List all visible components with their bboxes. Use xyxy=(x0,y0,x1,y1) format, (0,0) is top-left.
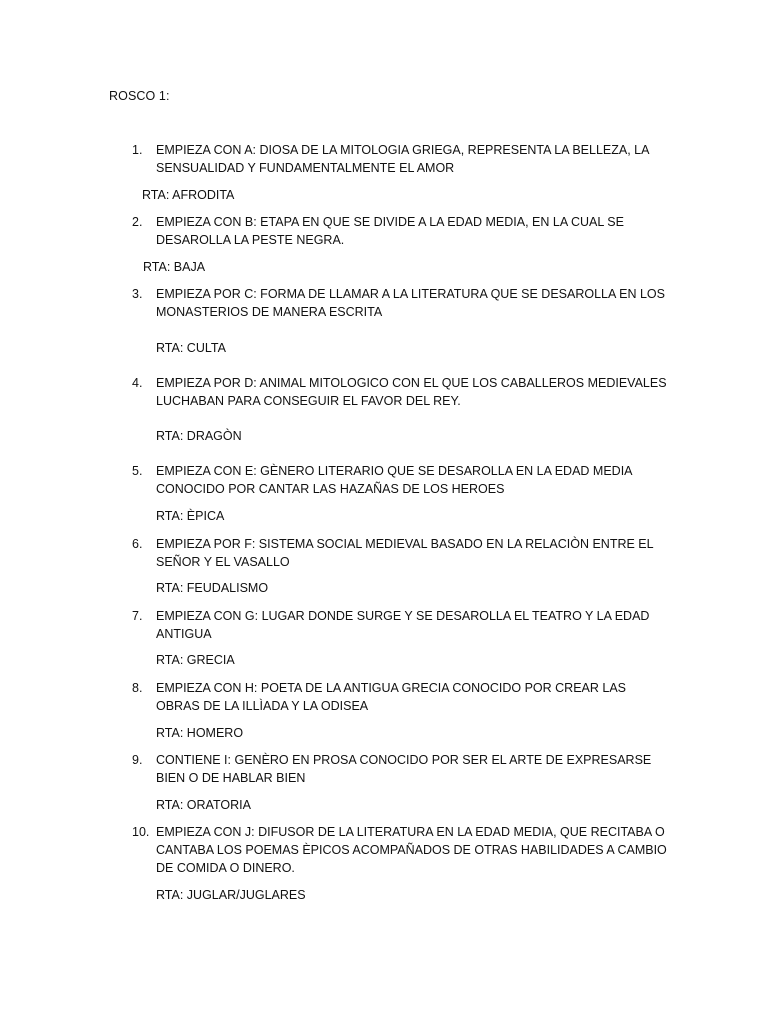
list-item xyxy=(132,213,672,249)
item-question: EMPIEZA CON H: POETA DE LA ANTIGUA GRECIA CONOCIDO POR CREAR LAS OBRAS DE LA ILLÌADA Y LA ODISEA xyxy=(156,681,627,713)
list-item xyxy=(132,535,672,571)
item-answer: RTA: FEUDALISMO xyxy=(156,581,269,595)
document-heading: ROSCO 1: xyxy=(109,89,170,103)
item-answer: RTA: BAJA xyxy=(143,260,206,274)
item-question: EMPIEZA CON B: ETAPA EN QUE SE DIVIDE A LA EDAD MEDIA, EN LA CUAL SE DESAROLLA LA PESTE NEGRA. xyxy=(156,215,624,247)
item-answer: RTA: GRECIA xyxy=(156,653,235,667)
item-answer: RTA: ÈPICA xyxy=(156,509,225,523)
list-item xyxy=(132,751,672,787)
item-question: EMPIEZA POR D: ANIMAL MITOLOGICO CON EL QUE LOS CABALLEROS MEDIEVALES LUCHABAN PARA CONSEGUIR EL FAVOR DEL REY. xyxy=(156,376,667,408)
list-item xyxy=(132,462,672,498)
item-answer: RTA: CULTA xyxy=(156,341,226,355)
list-item xyxy=(132,823,672,877)
list-item xyxy=(132,679,672,715)
item-number: 8. xyxy=(132,681,143,695)
item-number: 1. xyxy=(132,143,143,157)
item-number: 5. xyxy=(132,464,143,478)
item-question: CONTIENE I: GENÈRO EN PROSA CONOCIDO POR SER EL ARTE DE EXPRESARSE BIEN O DE HABLAR BIEN xyxy=(156,753,652,785)
list-item xyxy=(132,285,672,321)
item-number: 3. xyxy=(132,287,143,301)
list-item xyxy=(132,607,672,643)
item-answer: RTA: DRAGÒN xyxy=(156,429,242,443)
list-item xyxy=(132,374,672,410)
list-item xyxy=(132,141,672,177)
item-answer: RTA: ORATORIA xyxy=(156,798,251,812)
item-number: 4. xyxy=(132,376,143,390)
item-question: EMPIEZA CON G: LUGAR DONDE SURGE Y SE DESAROLLA EL TEATRO Y LA EDAD ANTIGUA xyxy=(156,609,650,641)
item-number: 9. xyxy=(132,753,143,767)
item-question: EMPIEZA CON J: DIFUSOR DE LA LITERATURA EN LA EDAD MEDIA, QUE RECITABA O CANTABA LOS POEMAS ÈPICOS ACOMPAÑADOS DE OTRAS HABILIDADES A CAMBIO DE COMIDA O DINERO. xyxy=(156,825,667,875)
item-number: 6. xyxy=(132,537,143,551)
item-question: EMPIEZA CON A: DIOSA DE LA MITOLOGIA GRIEGA, REPRESENTA LA BELLEZA, LA SENSUALIDAD Y FUNDAMENTALMENTE EL AMOR xyxy=(156,143,649,175)
item-answer: RTA: AFRODITA xyxy=(142,188,235,202)
item-answer: RTA: HOMERO xyxy=(156,726,244,740)
item-question: EMPIEZA POR F: SISTEMA SOCIAL MEDIEVAL BASADO EN LA RELACIÒN ENTRE EL SEÑOR Y EL VASALLO xyxy=(156,537,654,569)
item-number: 2. xyxy=(132,215,143,229)
item-number: 10. xyxy=(132,825,150,839)
item-question: EMPIEZA POR C: FORMA DE LLAMAR A LA LITERATURA QUE SE DESAROLLA EN LOS MONASTERIOS DE MANERA ESCRITA xyxy=(156,287,665,319)
item-answer: RTA: JUGLAR/JUGLARES xyxy=(156,888,306,902)
item-question: EMPIEZA CON E: GÈNERO LITERARIO QUE SE DESAROLLA EN LA EDAD MEDIA CONOCIDO POR CANTAR LAS HAZAÑAS DE LOS HEROES xyxy=(156,464,632,496)
item-number: 7. xyxy=(132,609,143,623)
